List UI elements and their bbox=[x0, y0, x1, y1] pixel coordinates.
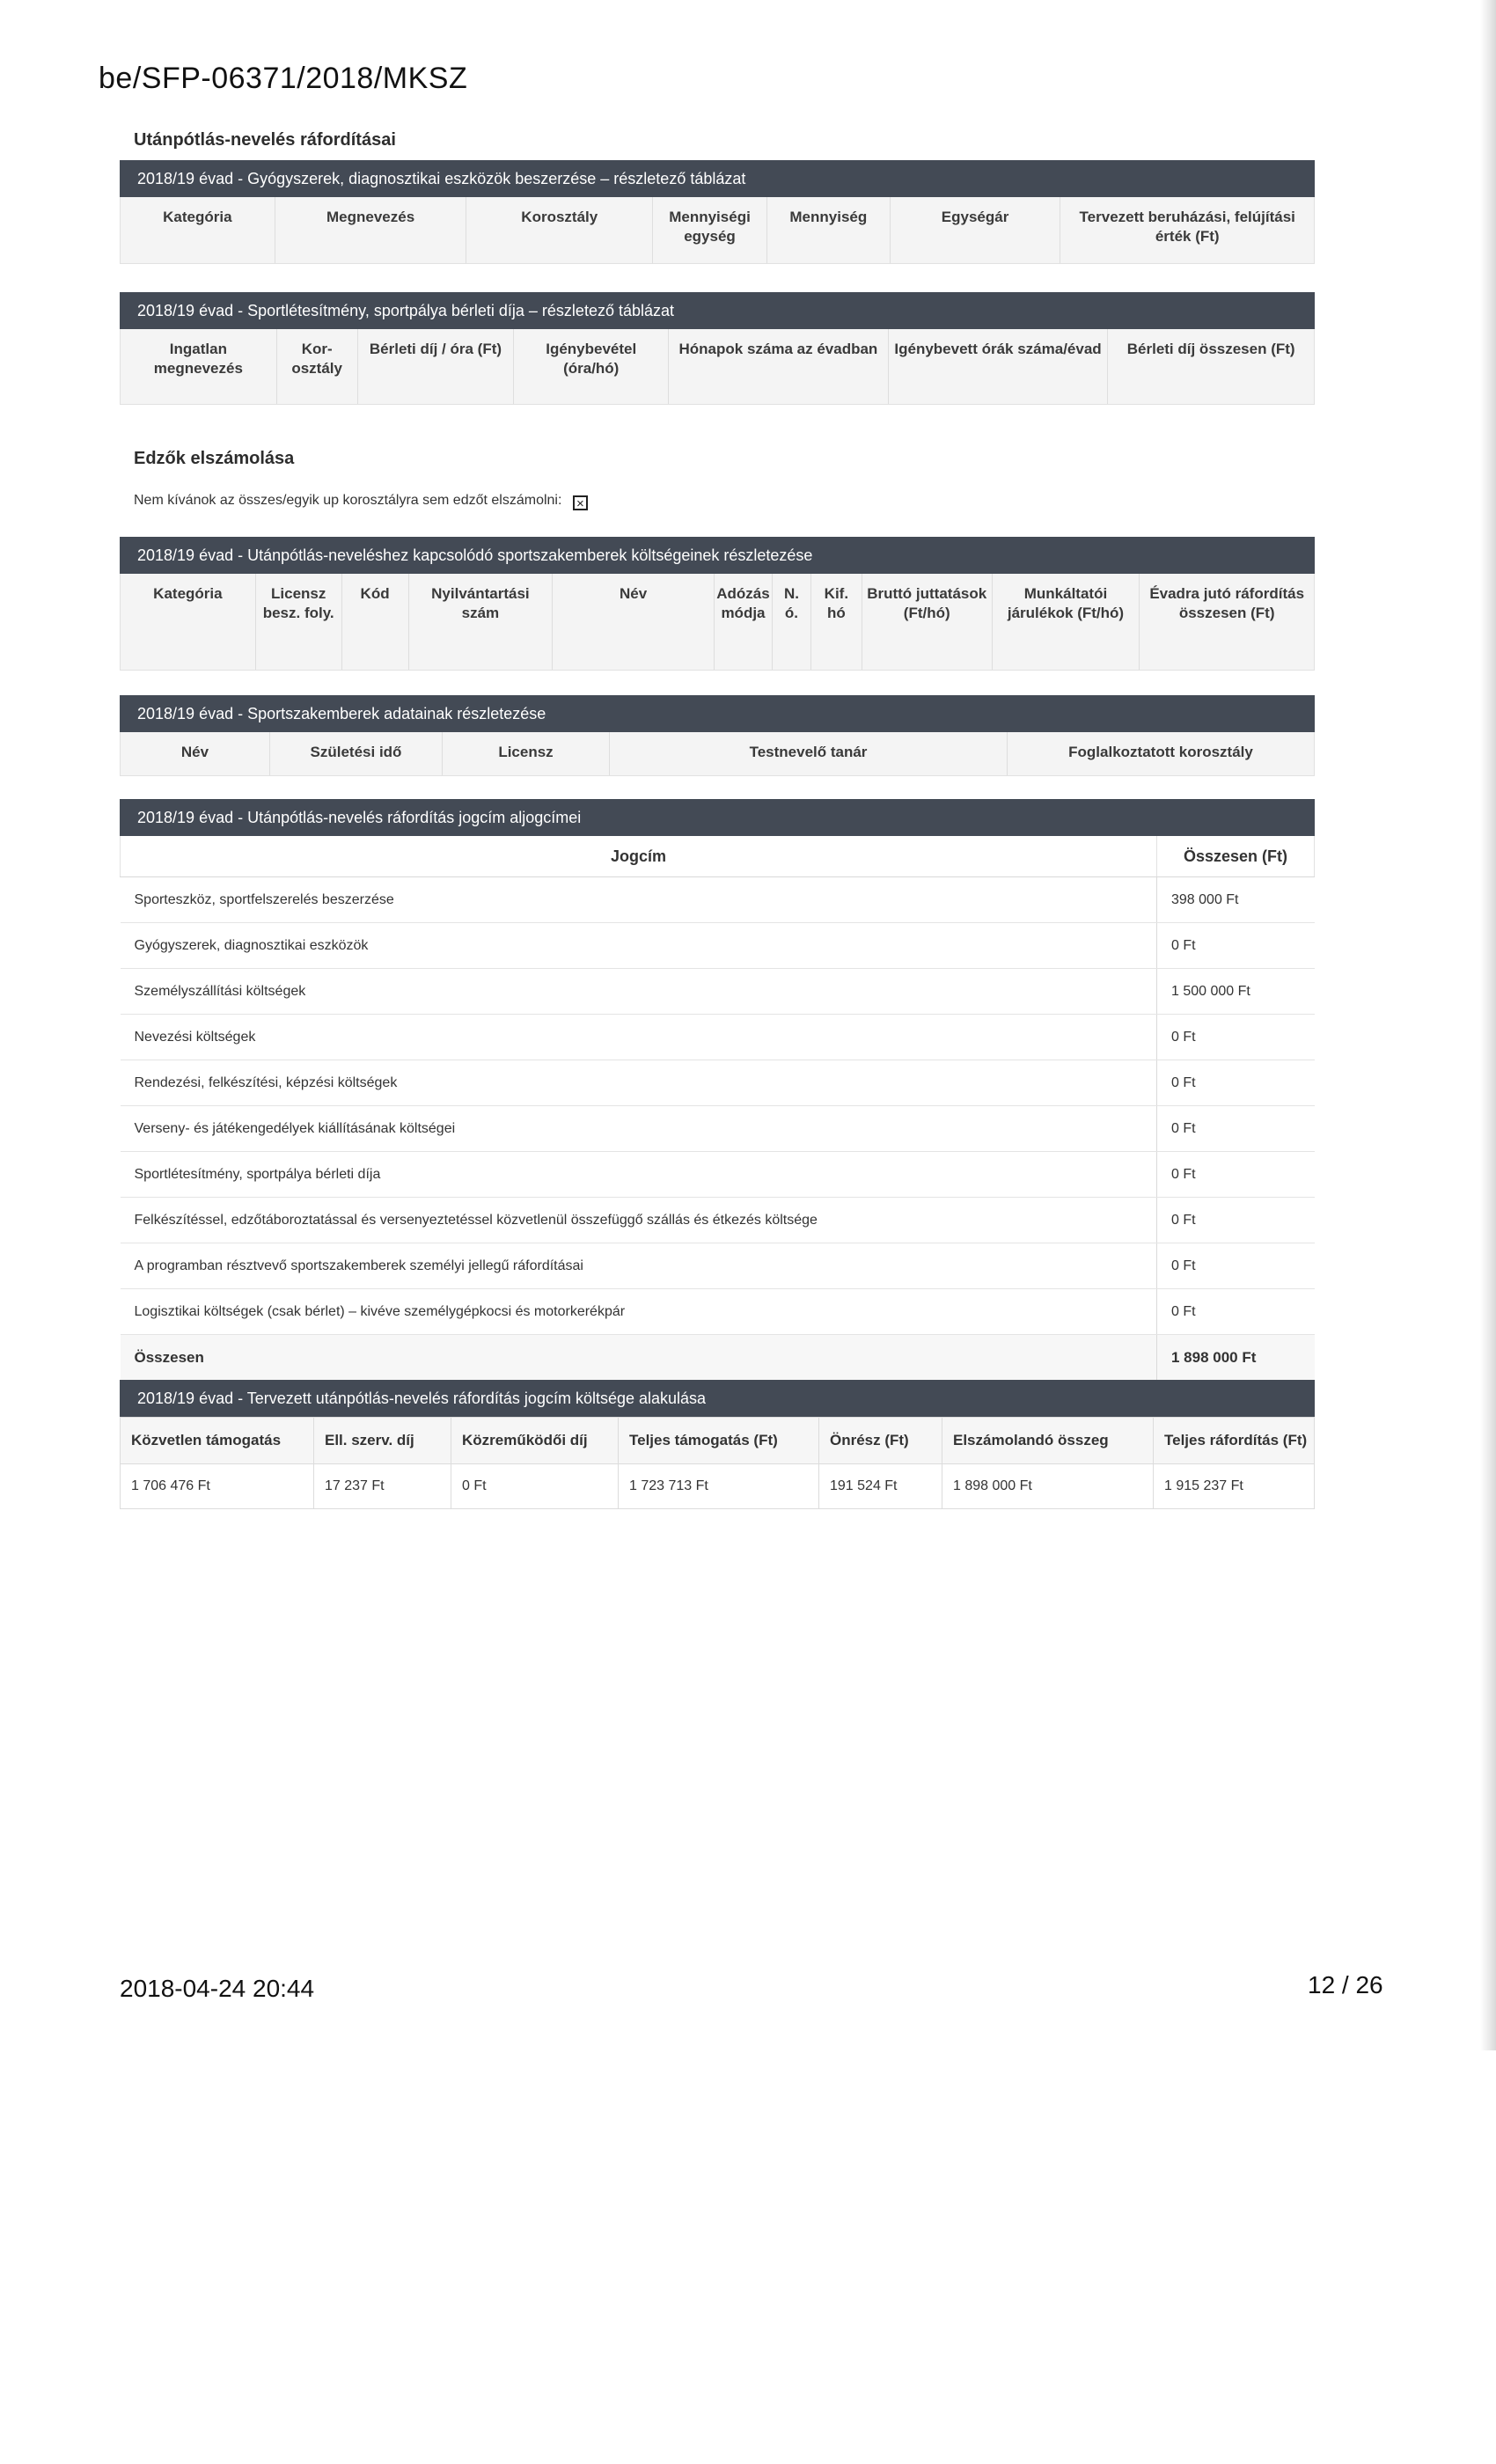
gyogyszer-header-row bbox=[120, 197, 1315, 264]
col-teljes-raforditas: Teljes ráfordítás (Ft) bbox=[1154, 1418, 1315, 1464]
col-kod: Kód bbox=[342, 574, 409, 670]
col-tervezett-ertek: Tervezett beruházási, felújítási érték (Ft) bbox=[1079, 209, 1295, 245]
tervezett-table bbox=[120, 1417, 1315, 1509]
value-ell-szerv-dij: 17 237 Ft bbox=[314, 1464, 451, 1509]
jogcim-value: 0 Ft bbox=[1157, 1106, 1315, 1152]
col-osszesen: Összesen (Ft) bbox=[1157, 836, 1315, 877]
total-value: 1 898 000 Ft bbox=[1157, 1335, 1315, 1381]
tervezett-header-row bbox=[121, 1418, 1315, 1464]
col-munkaltatoi: Munkáltatói járulékok (Ft/hó) bbox=[993, 574, 1140, 670]
col-kategoria: Kategória bbox=[121, 197, 275, 263]
szakember-koltseg-bar: 2018/19 évad - Utánpótlás-neveléshez kapcsolódó sportszakemberek költségeinek részletezése bbox=[120, 537, 1315, 574]
table-row bbox=[121, 877, 1315, 923]
table-row bbox=[121, 1060, 1315, 1106]
col-kozremukodoi-dij: Közreműködői díj bbox=[451, 1418, 619, 1464]
jogcim-panel bbox=[120, 799, 1315, 1381]
total-row bbox=[121, 1335, 1315, 1381]
edzo-checkbox[interactable]: × bbox=[573, 495, 588, 510]
jogcim-value: 398 000 Ft bbox=[1157, 877, 1315, 923]
szakember-koltseg-header-row bbox=[120, 574, 1315, 671]
szakember-koltseg-panel bbox=[120, 537, 1315, 671]
col-korosztaly: Kor-osztály bbox=[277, 329, 358, 404]
table-row bbox=[121, 1198, 1315, 1243]
col-berleti-dij-osszesen: Bérleti díj összesen (Ft) bbox=[1126, 341, 1295, 357]
col-jogcim: Jogcím bbox=[121, 836, 1157, 877]
col-testnevelo: Testnevelő tanár bbox=[610, 732, 1008, 775]
col-no: N. ó. bbox=[773, 574, 811, 670]
table-row bbox=[121, 1289, 1315, 1335]
col-licensz: Licensz bbox=[443, 732, 610, 775]
section-title-rafordítasok: Utánpótlás-nevelés ráfordításai bbox=[134, 130, 396, 150]
jogcim-table bbox=[120, 836, 1315, 1381]
jogcim-value: 0 Ft bbox=[1157, 1152, 1315, 1198]
col-elszamolando: Elszámolandó összeg bbox=[942, 1418, 1154, 1464]
jogcim-value: 0 Ft bbox=[1157, 1243, 1315, 1289]
jogcim-bar: 2018/19 évad - Utánpótlás-nevelés ráfordítás jogcím aljogcímei bbox=[120, 799, 1315, 836]
jogcim-label: Sporteszköz, sportfelszerelés beszerzése bbox=[121, 877, 1157, 923]
szakember-adatok-header-row bbox=[120, 732, 1315, 776]
berlet-bar: 2018/19 évad - Sportlétesítmény, sportpálya bérleti díja – részletező táblázat bbox=[120, 292, 1315, 329]
jogcim-value: 0 Ft bbox=[1157, 1198, 1315, 1243]
jogcim-label: Sportlétesítmény, sportpálya bérleti díja bbox=[121, 1152, 1157, 1198]
table-row bbox=[121, 923, 1315, 969]
col-mennyisegi-egyseg: Mennyiségi egység bbox=[653, 197, 767, 263]
value-elszamolando: 1 898 000 Ft bbox=[942, 1464, 1154, 1509]
value-teljes-raforditas: 1 915 237 Ft bbox=[1154, 1464, 1315, 1509]
col-mennyiseg: Mennyiség bbox=[767, 197, 891, 263]
col-nev: Név bbox=[553, 574, 715, 670]
jogcim-value: 0 Ft bbox=[1157, 923, 1315, 969]
jogcim-value: 0 Ft bbox=[1157, 1289, 1315, 1335]
col-adozas-modja: Adózás módja bbox=[715, 574, 773, 670]
gyogyszer-bar: 2018/19 évad - Gyógyszerek, diagnosztikai eszközök beszerzése – részletező táblázat bbox=[120, 160, 1315, 197]
page-number: 12 / 26 bbox=[1308, 1971, 1383, 1998]
jogcim-label: Nevezési költségek bbox=[121, 1015, 1157, 1060]
value-kozvetlen-tamogatas: 1 706 476 Ft bbox=[121, 1464, 314, 1509]
col-korosztaly: Korosztály bbox=[466, 197, 653, 263]
table-row bbox=[121, 969, 1315, 1015]
berlet-panel bbox=[120, 292, 1315, 405]
col-kategoria: Kategória bbox=[121, 574, 256, 670]
table-row bbox=[121, 1243, 1315, 1289]
col-megnevezes: Megnevezés bbox=[275, 197, 467, 263]
value-kozremukodoi-dij: 0 Ft bbox=[451, 1464, 619, 1509]
document-id: be/SFP-06371/2018/MKSZ bbox=[99, 62, 468, 95]
edzok-title: Edzők elszámolása bbox=[134, 449, 295, 468]
col-igenybevett-orak: Igénybevett órák száma/évad bbox=[889, 329, 1109, 404]
jogcim-value: 0 Ft bbox=[1157, 1060, 1315, 1106]
value-onresz: 191 524 Ft bbox=[819, 1464, 942, 1509]
col-teljes-tamogatas: Teljes támogatás (Ft) bbox=[619, 1418, 819, 1464]
col-kozvetlen-tamogatas: Közvetlen támogatás bbox=[121, 1418, 314, 1464]
table-row bbox=[121, 1015, 1315, 1060]
col-igenybevetel: Igénybevétel (óra/hó) bbox=[514, 329, 669, 404]
col-licensz: Licensz besz. foly. bbox=[256, 574, 342, 670]
jogcim-label: A programban résztvevő sportszakemberek személyi jellegű ráfordításai bbox=[121, 1243, 1157, 1289]
col-brutto: Bruttó juttatások (Ft/hó) bbox=[862, 574, 993, 670]
col-ell-szerv-dij: Ell. szerv. díj bbox=[314, 1418, 451, 1464]
total-label: Összesen bbox=[121, 1335, 1157, 1381]
table-row bbox=[121, 1106, 1315, 1152]
col-szuletesi-ido: Születési idő bbox=[270, 732, 443, 775]
col-honapok: Hónapok száma az évadban bbox=[669, 329, 889, 404]
jogcim-label: Személyszállítási költségek bbox=[121, 969, 1157, 1015]
gyogyszer-panel bbox=[120, 160, 1315, 264]
value-teljes-tamogatas: 1 723 713 Ft bbox=[619, 1464, 819, 1509]
berlet-header-row bbox=[120, 329, 1315, 405]
jogcim-label: Rendezési, felkészítési, képzési költségek bbox=[121, 1060, 1157, 1106]
jogcim-label: Logisztikai költségek (csak bérlet) – kivéve személygépkocsi és motorkerékpár bbox=[121, 1289, 1157, 1335]
col-nev: Név bbox=[121, 732, 270, 775]
table-row bbox=[121, 1152, 1315, 1198]
edzok-note: Nem kívánok az összes/egyik up korosztályra sem edzőt elszámolni: bbox=[134, 493, 562, 508]
jogcim-label: Felkészítéssel, edzőtáboroztatással és versenyeztetéssel közvetlenül összefüggő szállás és étkezés költsége bbox=[121, 1198, 1157, 1243]
col-evadra-juto: Évadra jutó ráfordítás összesen (Ft) bbox=[1149, 585, 1305, 621]
col-onresz: Önrész (Ft) bbox=[819, 1418, 942, 1464]
jogcim-header-row bbox=[121, 836, 1315, 877]
col-ingatlan: Ingatlan megnevezés bbox=[121, 329, 277, 404]
szakember-adatok-panel bbox=[120, 695, 1315, 776]
col-foglalkoztatott: Foglalkoztatott korosztály bbox=[1068, 744, 1253, 760]
tervezett-bar: 2018/19 évad - Tervezett utánpótlás-nevelés ráfordítás jogcím költsége alakulása bbox=[120, 1380, 1315, 1417]
col-berleti-dij-ora: Bérleti díj / óra (Ft) bbox=[358, 329, 515, 404]
col-egysegar: Egységár bbox=[891, 197, 1061, 263]
scan-edge bbox=[1480, 0, 1496, 2050]
tervezett-panel bbox=[120, 1380, 1315, 1509]
jogcim-label: Gyógyszerek, diagnosztikai eszközök bbox=[121, 923, 1157, 969]
jogcim-label: Verseny- és játékengedélyek kiállításának költségei bbox=[121, 1106, 1157, 1152]
szakember-adatok-bar: 2018/19 évad - Sportszakemberek adatainak részletezése bbox=[120, 695, 1315, 732]
col-kif-ho: Kif. hó bbox=[811, 574, 862, 670]
jogcim-value: 0 Ft bbox=[1157, 1015, 1315, 1060]
table-row bbox=[121, 1464, 1315, 1509]
col-nyilvantartasi-szam: Nyilvántartási szám bbox=[409, 574, 554, 670]
edzok-note-line bbox=[134, 493, 588, 510]
jogcim-value: 1 500 000 Ft bbox=[1157, 969, 1315, 1015]
footer-date: 2018-04-24 20:44 bbox=[120, 1975, 315, 2002]
